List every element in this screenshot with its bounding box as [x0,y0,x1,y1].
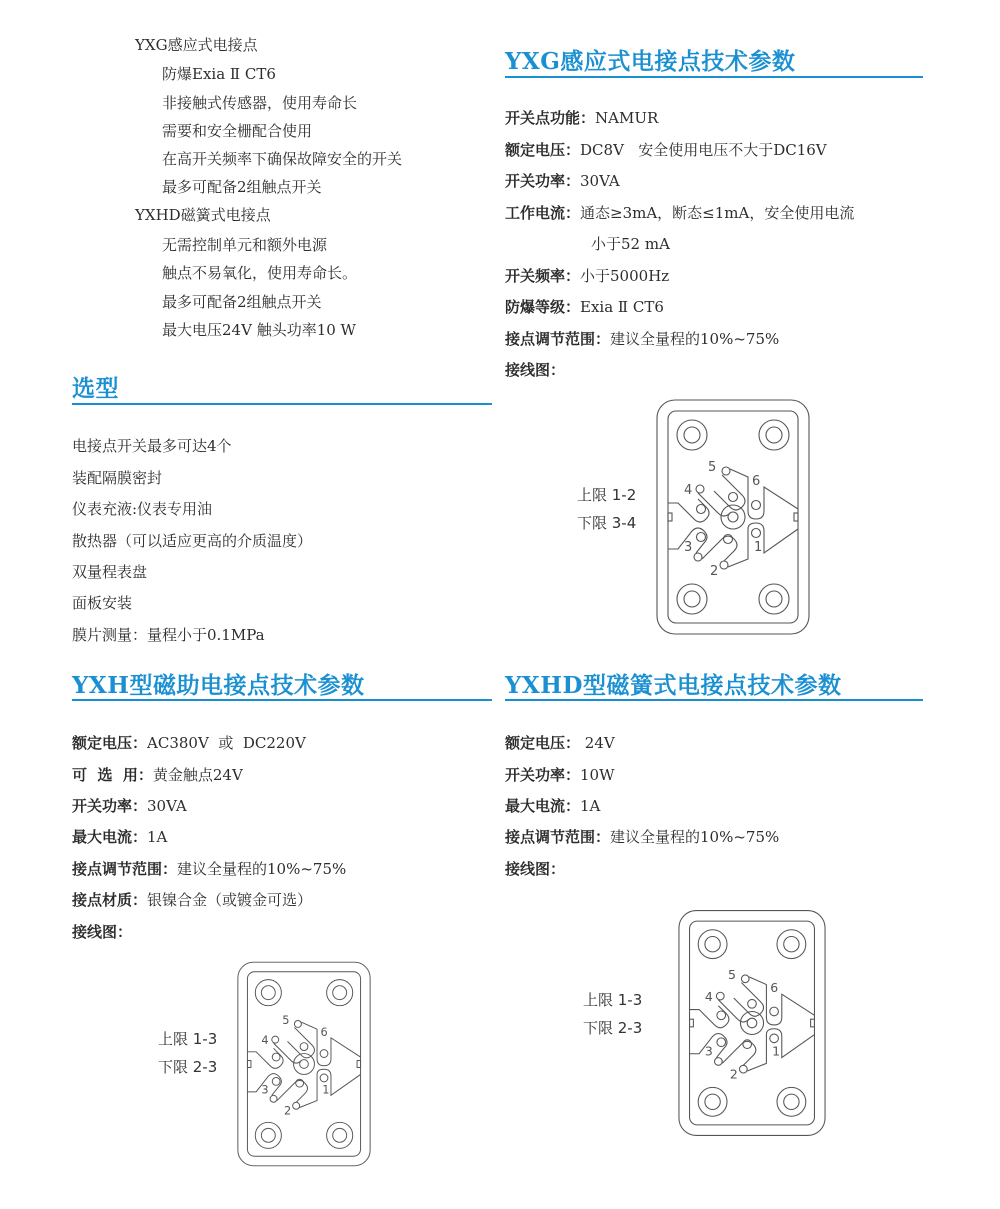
param-label: 开关频率： [505,267,581,285]
yxg-feature-title: YXG感应式电接点 [135,36,258,54]
param-label: 接线图： [505,860,566,878]
param-row [72,796,187,816]
param-label: 接点调节范围： [505,330,611,348]
param-row [72,890,312,910]
param-row [72,827,167,847]
param-label: 工作电流： [505,204,581,222]
svg-text:6: 6 [770,980,779,996]
param-row [505,108,658,128]
param-value: 30VA [580,172,620,190]
svg-text:5: 5 [282,1013,290,1027]
svg-text:4: 4 [704,988,713,1004]
param-label: 可 选 用： [72,766,153,784]
yxg-params-heading: YXG感应式电接点技术参数 [505,48,796,75]
lower-limit-label: 下限 2-3 [158,1058,218,1076]
param-value: NAMUR [595,109,659,127]
param-value: 30VA [147,797,187,815]
param-value: DC8V 安全使用电压不大于DC16V [580,141,827,159]
param-label: 防爆等级： [505,298,581,316]
svg-text:4: 4 [261,1033,269,1047]
param-value: 小于5000Hz [580,267,670,285]
svg-text:1: 1 [322,1083,330,1097]
yxhd-params-heading: YXHD型磁簧式电接点技术参数 [505,672,842,699]
svg-text:1: 1 [772,1043,781,1059]
param-label: 开关功率： [505,766,581,784]
upper-limit-label: 上限 1-2 [577,486,637,504]
param-value: AC380V 或 DC220V [147,734,306,752]
param-value: 建议全量程的10%~75% [610,828,780,846]
param-label: 接点调节范围： [505,828,611,846]
param-label: 最大电流： [505,797,581,815]
heading-rule [505,699,923,701]
selection-heading: 选型 [72,375,119,402]
param-row [505,140,827,160]
param-value: 建议全量程的10%~75% [610,330,780,348]
param-value: 10W [580,766,615,784]
param-row [72,859,346,879]
svg-text:5: 5 [708,460,717,475]
yxhd-feature-item: 触点不易氧化，使用寿命长。 [162,264,358,282]
param-row [72,922,132,942]
param-label: 额定电压： [505,734,581,752]
selection-item: 散热器（可以适应更高的介质温度） [72,532,313,550]
heading-rule [72,699,492,701]
param-label: 额定电压： [505,141,581,159]
param-label: 开关点功能： [505,109,596,127]
lower-limit-label: 下限 2-3 [583,1019,643,1037]
param-row [505,171,620,191]
param-value: Exia Ⅱ CT6 [580,298,664,316]
yxg-feature-item: 防爆Exia Ⅱ CT6 [162,65,276,83]
wiring-diagram-icon [656,399,810,635]
param-label: 接线图： [72,923,133,941]
svg-text:5: 5 [727,966,736,982]
param-row [505,859,565,879]
yxhd-feature-item: 无需控制单元和额外电源 [162,236,328,254]
heading-rule [505,76,923,78]
yxhd-feature-title: YXHD磁簧式电接点 [135,206,271,224]
svg-text:6: 6 [752,474,761,489]
yxg-feature-item: 需要和安全栅配合使用 [162,122,313,140]
param-label: 接点调节范围： [72,860,178,878]
svg-text:2: 2 [729,1066,738,1082]
selection-item: 仪表充液:仪表专用油 [72,500,213,518]
param-value: 通态≥3mA，断态≤1mA，安全使用电流 [580,204,855,222]
param-row [505,827,779,847]
yxg-feature-item: 在高开关频率下确保故障安全的开关 [162,150,403,168]
lower-limit-label: 下限 3-4 [577,514,637,532]
param-row [72,733,306,753]
upper-limit-label: 上限 1-3 [583,991,643,1009]
param-row [505,266,669,286]
param-label: 开关功率： [505,172,581,190]
param-row [505,796,600,816]
svg-text:2: 2 [710,564,719,579]
selection-item: 电接点开关最多可达4个 [72,437,232,455]
param-value: 24V [580,734,615,752]
param-label: 接线图： [505,361,566,379]
param-value: 1A [580,797,601,815]
param-row [72,765,243,785]
param-value: 银镍合金（或镀金可选） [147,891,313,909]
param-value: 1A [147,828,168,846]
wiring-diagram-icon [678,907,826,1139]
param-row [505,297,664,317]
selection-item: 面板安装 [72,594,133,612]
param-label: 开关功率： [72,797,148,815]
param-row [505,733,615,753]
yxhd-feature-item: 最多可配备2组触点开关 [162,293,322,311]
yxg-feature-item: 非接触式传感器，使用寿命长 [162,94,358,112]
svg-text:4: 4 [684,483,693,498]
param-row-continuation [591,234,670,254]
param-value: 黄金触点24V [152,766,243,784]
svg-text:3: 3 [684,540,693,555]
upper-limit-label: 上限 1-3 [158,1030,218,1048]
param-row [505,203,899,223]
param-row [505,360,565,380]
svg-text:3: 3 [704,1043,713,1059]
svg-text:2: 2 [283,1104,292,1118]
selection-item: 双量程表盘 [72,563,148,581]
wiring-diagram-icon [237,953,371,1175]
param-value: 建议全量程的10%~75% [177,860,347,878]
selection-item: 膜片测量：量程小于0.1MPa [72,626,265,644]
param-row [505,329,779,349]
svg-text:3: 3 [261,1083,269,1097]
selection-item: 装配隔膜密封 [72,469,163,487]
param-label: 额定电压： [72,734,148,752]
heading-rule [72,403,492,405]
yxh-params-heading: YXH型磁助电接点技术参数 [72,672,365,699]
param-label: 最大电流： [72,828,148,846]
param-label: 接点材质： [72,891,148,909]
svg-text:1: 1 [754,540,763,555]
param-row [505,765,615,785]
svg-text:6: 6 [320,1026,328,1040]
param-value: 小于52 mA [591,235,670,253]
yxhd-feature-item: 最大电压24V 触头功率10 W [162,321,356,339]
yxg-feature-item: 最多可配备2组触点开关 [162,178,322,196]
